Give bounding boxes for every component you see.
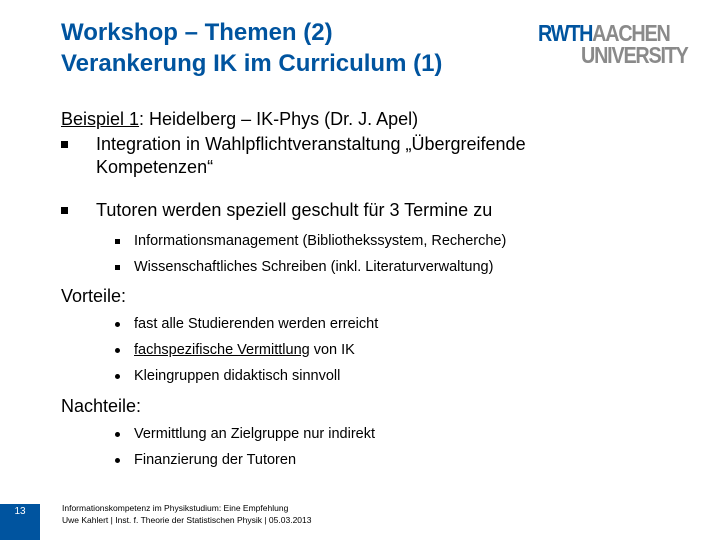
logo-rwth: RWTH	[538, 20, 593, 46]
bullet-1-line-2: Kompetenzen“	[96, 157, 214, 177]
example-label: Beispiel 1	[61, 109, 140, 129]
square-bullet-icon	[115, 265, 120, 270]
sub-bullet-2: Wissenschaftliches Schreiben (inkl. Literaturverwaltung)	[134, 259, 494, 275]
disadvantages-heading: Nachteile:	[61, 396, 142, 416]
footer-line-2: Uwe Kahlert | Inst. f. Theorie der Statistischen Physik | 05.03.2013	[62, 515, 312, 525]
sub-bullet-1: Informationsmanagement (Bibliothekssystem, Recherche)	[134, 233, 507, 249]
slide-number: 13	[14, 506, 26, 517]
round-bullet-icon	[115, 322, 120, 327]
bullet-1-line-1: Integration in Wahlpflichtveranstaltung „Übergreifende	[96, 134, 526, 154]
footer-line-1: Informationskompetenz im Physikstudium: Eine Empfehlung	[62, 503, 289, 513]
advantage-3: Kleingruppen didaktisch sinnvoll	[134, 368, 341, 384]
logo-aachen: AACHEN	[592, 20, 670, 46]
bullet-2-line-1: Tutoren werden speziell geschult für 3 Termine zu	[96, 200, 493, 220]
slide-title-line-2: Verankerung IK im Curriculum (1)	[61, 50, 443, 77]
footer	[62, 502, 311, 526]
advantage-2	[134, 341, 355, 359]
disadvantage-2: Finanzierung der Tutoren	[134, 452, 297, 468]
round-bullet-icon	[115, 348, 120, 353]
square-bullet-icon	[115, 239, 120, 244]
slide-title	[61, 17, 531, 79]
rwth-aachen-logo	[538, 22, 694, 68]
square-bullet-icon	[61, 141, 68, 148]
slide-title-line-1: Workshop – Themen (2)	[61, 19, 333, 46]
advantage-2-rest: von IK	[309, 342, 355, 358]
advantage-1: fast alle Studierenden werden erreicht	[134, 316, 379, 332]
round-bullet-icon	[115, 432, 120, 437]
logo-university: UNIVERSITY	[581, 42, 688, 68]
round-bullet-icon	[115, 374, 120, 379]
disadvantage-1: Vermittlung an Zielgruppe nur indirekt	[134, 426, 375, 442]
example-rest: : Heidelberg – IK-Phys (Dr. J. Apel)	[139, 109, 419, 129]
advantage-2-underlined: fachspezifische Vermittlung	[134, 342, 310, 358]
advantages-heading: Vorteile:	[61, 286, 127, 306]
example-heading	[61, 108, 418, 131]
square-bullet-icon	[61, 207, 68, 214]
round-bullet-icon	[115, 458, 120, 463]
